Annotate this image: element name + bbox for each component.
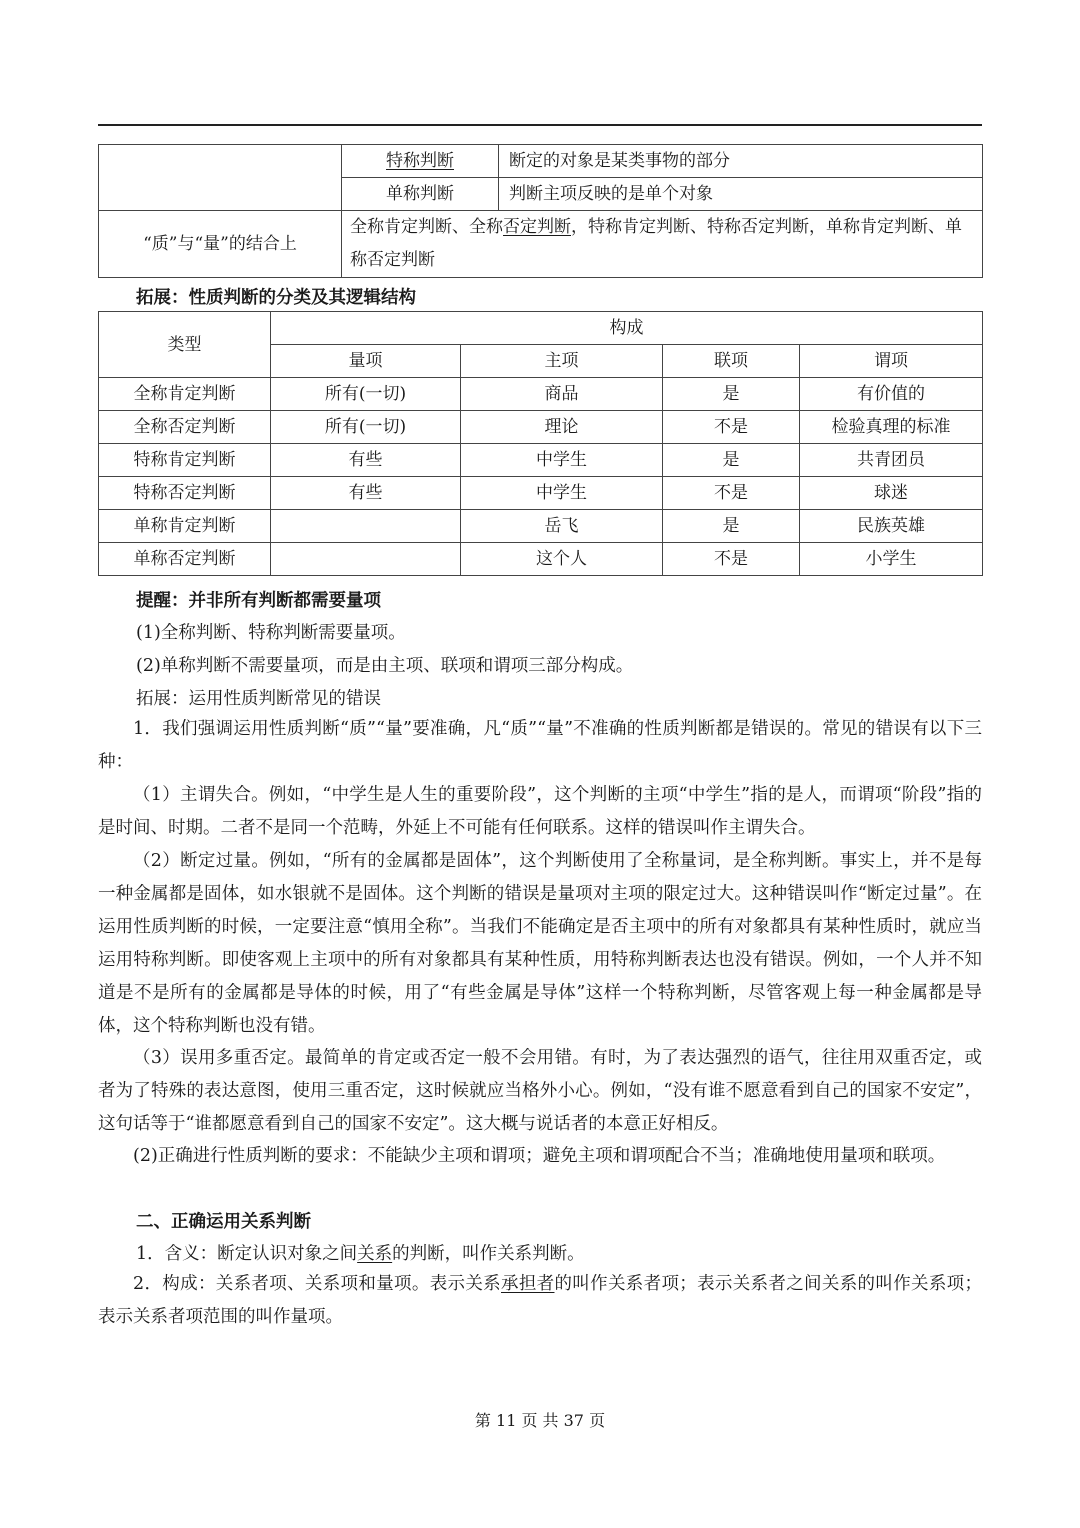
table-cell: 全称否定判断 bbox=[99, 411, 271, 444]
table-cell: 判断主项反映的是单个对象 bbox=[499, 178, 983, 211]
table-cell: “质”与“量”的结合上 bbox=[99, 211, 342, 278]
table-cell: 有价值的 bbox=[800, 378, 983, 411]
header-rule bbox=[98, 124, 982, 126]
table-cell: 单称肯定判断 bbox=[99, 510, 271, 543]
paragraph: （2）断定过量。例如，“所有的金属都是固体”，这个判断使用了全称量词，是全称判断。事实上，并不是每一种金属都是固体，如水银就不是固体。这个判断的错误是量项对主项的限定过大。这种错误叫作“断定过量”。在运用性质判断的时候，一定要注意“慎用全称”。当我们不能确定是否主项中的所有对象都具有某种性质时，就应当运用特称判断。即使客观上主项中的所有对象都具有某种性质，用特称判断表达也没有错误。例如，一个人并不知道是不是所有的金属都是导体的时候，用了“有些金属是导体”这样一个特称判断，尽管客观上每一种金属都是导体，这个特称判断也没有错。 bbox=[98, 851, 982, 1036]
table-header: 主项 bbox=[461, 345, 663, 378]
judgment-types-table bbox=[98, 144, 983, 278]
table-row bbox=[99, 444, 983, 477]
table-cell: 所有(一切) bbox=[271, 378, 461, 411]
reminder-point: (1)全称判断、特称判断需要量项。 bbox=[136, 623, 406, 643]
table-cell: 单称判断 bbox=[342, 178, 499, 211]
table-cell: 理论 bbox=[461, 411, 663, 444]
table-row bbox=[99, 477, 983, 510]
table-cell: 岳飞 bbox=[461, 510, 663, 543]
table-cell: 这个人 bbox=[461, 543, 663, 576]
paragraph: （3）误用多重否定。最简单的肯定或否定一般不会用错。有时，为了表达强烈的语气，往往用双重否定，或者为了特殊的表达意图，使用三重否定，这时候就应当格外小心。例如，“没有谁不愿意看到自己的国家不安定”，这句话等于“谁都愿意看到自己的国家不安定”。这大概与说话者的本意正好相反。 bbox=[98, 1048, 982, 1134]
table-cell: 单称否定判断 bbox=[99, 543, 271, 576]
table-header: 类型 bbox=[99, 312, 271, 378]
table-cell: 商品 bbox=[461, 378, 663, 411]
table-cell: 是 bbox=[663, 510, 800, 543]
table-cell: 不是 bbox=[663, 543, 800, 576]
empty-cell bbox=[99, 145, 342, 211]
table-cell: 特称判断 bbox=[342, 145, 499, 178]
table-header: 联项 bbox=[663, 345, 800, 378]
table-row bbox=[99, 378, 983, 411]
table-row bbox=[99, 543, 983, 576]
table-cell: 球迷 bbox=[800, 477, 983, 510]
reminder-title: 提醒：并非所有判断都需要量项 bbox=[136, 591, 381, 611]
table-header: 构成 bbox=[271, 312, 983, 345]
paragraph: （1）主谓失合。例如，“中学生是人生的重要阶段”，这个判断的主项“中学生”指的是人，而谓项“阶段”指的是时间、时期。二者不是同一个范畴，外延上不可能有任何联系。这样的错误叫作主谓失合。 bbox=[98, 785, 982, 838]
paragraph: 2．构成：关系者项、关系项和量项。表示关系承担者的叫作关系者项；表示关系者之间关系的叫作关系项；表示关系者项范围的叫作量项。 bbox=[98, 1274, 982, 1327]
reminder-point: (2)单称判断不需要量项，而是由主项、联项和谓项三部分构成。 bbox=[136, 656, 634, 676]
table-cell: 全称肯定判断、全称否定判断，特称肯定判断、特称否定判断，单称肯定判断、单称否定判断 bbox=[342, 211, 983, 278]
section-title: 二、正确运用关系判断 bbox=[136, 1212, 311, 1232]
table-cell bbox=[271, 510, 461, 543]
table-cell: 断定的对象是某类事物的部分 bbox=[499, 145, 983, 178]
table-cell: 不是 bbox=[663, 411, 800, 444]
table-cell: 不是 bbox=[663, 477, 800, 510]
table-cell: 检验真理的标准 bbox=[800, 411, 983, 444]
table-cell: 有些 bbox=[271, 477, 461, 510]
table-cell: 中学生 bbox=[461, 477, 663, 510]
paragraph: 1．我们强调运用性质判断“质”“量”要准确，凡“质”“量”不准确的性质判断都是错误的。常见的错误有以下三种： bbox=[98, 719, 982, 772]
table-cell: 特称否定判断 bbox=[99, 477, 271, 510]
paragraph: (2)正确进行性质判断的要求：不能缺少主项和谓项；避免主项和谓项配合不当；准确地使用量项和联项。 bbox=[133, 1146, 946, 1166]
structure-table bbox=[98, 311, 983, 576]
table-cell: 共青团员 bbox=[800, 444, 983, 477]
table-cell: 全称肯定判断 bbox=[99, 378, 271, 411]
table-header: 量项 bbox=[271, 345, 461, 378]
section-subtitle: 拓展：运用性质判断常见的错误 bbox=[136, 689, 381, 709]
table-cell: 小学生 bbox=[800, 543, 983, 576]
table-row bbox=[99, 510, 983, 543]
table-cell bbox=[271, 543, 461, 576]
table-cell: 特称肯定判断 bbox=[99, 444, 271, 477]
table-row bbox=[99, 411, 983, 444]
table-cell: 民族英雄 bbox=[800, 510, 983, 543]
table-cell: 是 bbox=[663, 444, 800, 477]
page-number: 第 11 页 共 37 页 bbox=[474, 1411, 606, 1430]
table-header: 谓项 bbox=[800, 345, 983, 378]
table-cell: 中学生 bbox=[461, 444, 663, 477]
table-cell: 是 bbox=[663, 378, 800, 411]
section-subtitle: 拓展：性质判断的分类及其逻辑结构 bbox=[136, 288, 416, 308]
table-cell: 所有(一切) bbox=[271, 411, 461, 444]
table-cell: 有些 bbox=[271, 444, 461, 477]
definition-line: 1．含义：断定认识对象之间关系的判断，叫作关系判断。 bbox=[136, 1244, 585, 1264]
